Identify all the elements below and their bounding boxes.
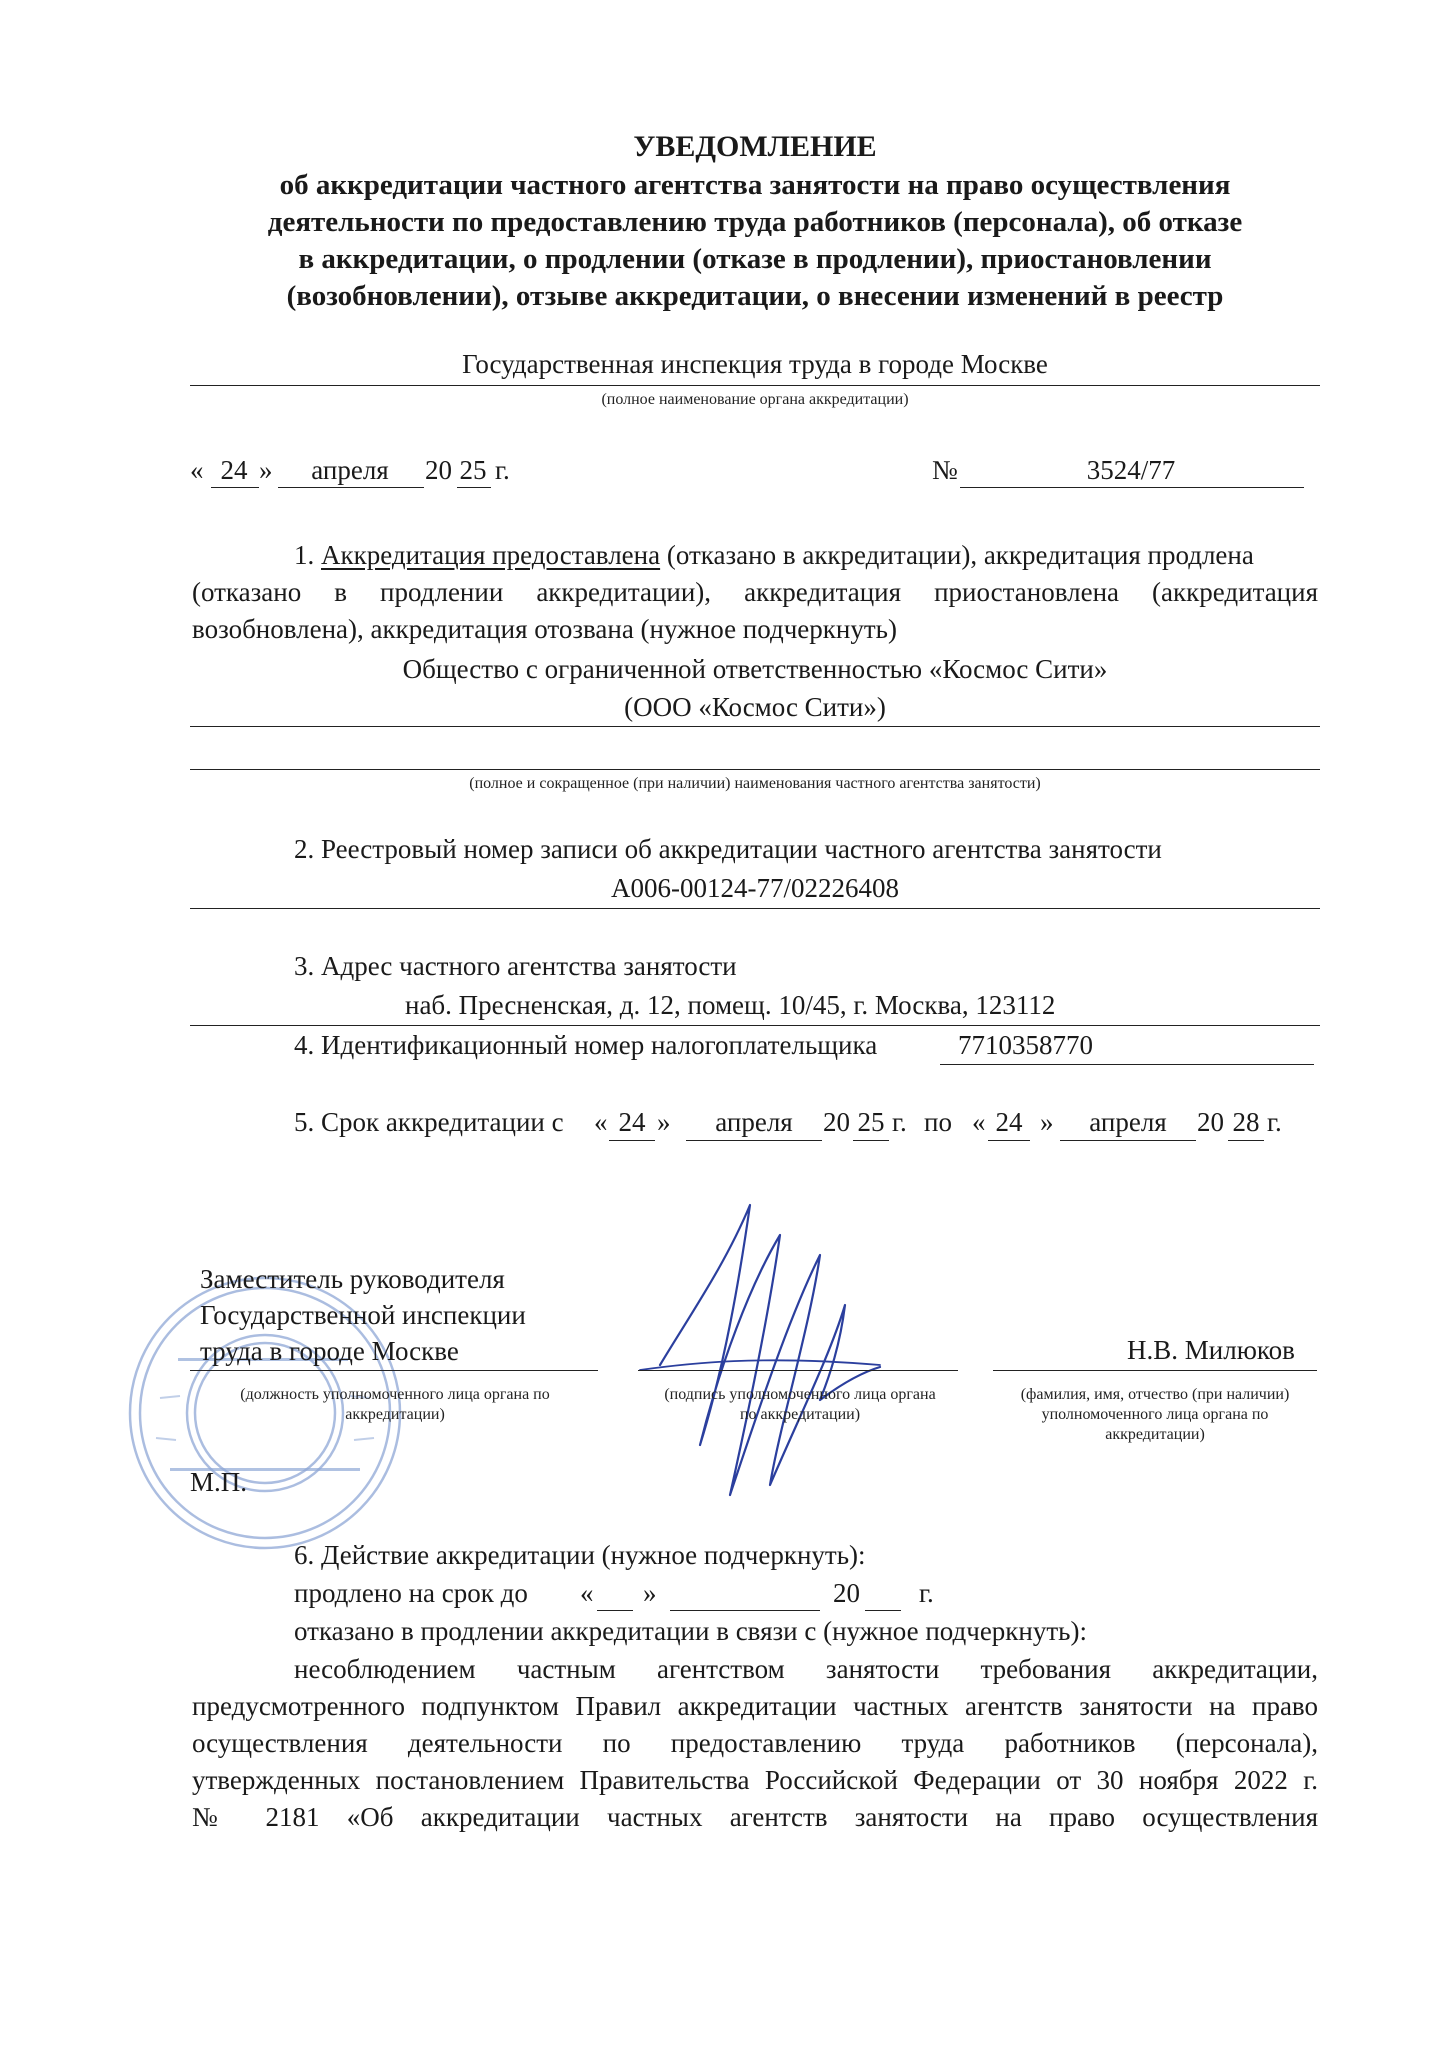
term-to-year: 28 xyxy=(1232,1107,1260,1137)
section5-close-quote-2: » xyxy=(1040,1107,1054,1137)
term-to-day: 24 xyxy=(995,1107,1023,1137)
section6-close-quote: » xyxy=(643,1578,657,1608)
registry-number: А006-00124-77/02226408 xyxy=(611,873,899,903)
section1-line2: (отказано в продлении аккредитации), аккредитация приостановлена (аккредитация xyxy=(192,577,1318,607)
section4-label: 4. Идентификационный номер налогоплательщика xyxy=(294,1030,878,1060)
date-month-rule xyxy=(278,487,424,488)
org-short-name: (ООО «Космос Сити») xyxy=(624,692,886,722)
term-from-year-unit: г. xyxy=(892,1107,907,1137)
document-number: 3524/77 xyxy=(1086,455,1176,485)
document-subtitle-line: об аккредитации частного агентства занятости на право осуществления xyxy=(279,169,1231,201)
section5-label: 5. Срок аккредитации с xyxy=(294,1107,564,1137)
document-subtitle-line: (возобновлении), отзыве аккредитации, о внесении изменений в реестр xyxy=(286,280,1224,312)
term-from-year-rule xyxy=(853,1140,889,1141)
position-caption: (должность уполномоченного лица органа по аккредитации) xyxy=(240,1386,550,1423)
section3-label: 3. Адрес частного агентства занятости xyxy=(294,951,737,981)
term-from-year: 25 xyxy=(857,1107,885,1137)
tax-number-rule xyxy=(940,1064,1314,1065)
name-rule xyxy=(993,1370,1317,1371)
section6-para-line: № 2181 «Об аккредитации частных агентств занятости на право осуществления xyxy=(192,1802,1318,1832)
extended-until-label: продлено на срок до xyxy=(294,1578,528,1608)
term-to-month: апреля xyxy=(1089,1107,1167,1137)
section5-open-quote-2: « xyxy=(972,1107,986,1137)
section1-underlined: Аккредитация предоставлена xyxy=(321,540,661,570)
signer-position-line: Государственной инспекции xyxy=(200,1300,526,1330)
date-close-quote: » xyxy=(259,455,273,485)
section6-label: 6. Действие аккредитации (нужное подчеркнуть): xyxy=(294,1540,866,1570)
refused-label: отказано в продлении аккредитации в связи с (нужное подчеркнуть): xyxy=(294,1616,1087,1646)
term-to-year-prefix: 20 xyxy=(1197,1107,1224,1137)
date-year: 25 xyxy=(459,455,487,485)
section5-open-quote: « xyxy=(594,1107,608,1137)
signature-caption: (подпись уполномоченного лица органа по аккредитации) xyxy=(664,1386,936,1423)
name-caption: (фамилия, имя, отчество (при наличии) уполномоченного лица органа по аккредитации) xyxy=(1020,1386,1290,1443)
section6-para-line: осуществления деятельности по предоставлению труда работников (персонала), xyxy=(192,1728,1318,1758)
date-open-quote: « xyxy=(190,455,204,485)
term-from-month-rule xyxy=(686,1140,822,1141)
extended-month-rule xyxy=(670,1610,820,1611)
position-rule xyxy=(190,1370,598,1371)
org-rule-2 xyxy=(190,769,1320,770)
term-to-month-rule xyxy=(1060,1140,1196,1141)
date-year-rule xyxy=(457,487,491,488)
term-to-label: по xyxy=(924,1107,952,1137)
signature-rule xyxy=(638,1370,958,1371)
org-full-name: Общество с ограниченной ответственностью «Космос Сити» xyxy=(402,654,1108,684)
section6-open-quote: « xyxy=(580,1578,594,1608)
org-rule-1 xyxy=(190,726,1320,727)
date-year-unit: г. xyxy=(495,455,510,485)
authority-rule xyxy=(190,385,1320,386)
term-from-year-prefix: 20 xyxy=(823,1107,850,1137)
term-from-month: апреля xyxy=(715,1107,793,1137)
document-title: УВЕДОМЛЕНИЕ xyxy=(633,130,877,163)
number-label: № xyxy=(932,455,958,485)
number-rule xyxy=(960,487,1304,488)
date-year-prefix: 20 xyxy=(425,455,452,485)
date-day-rule xyxy=(211,487,259,488)
date-day: 24 xyxy=(220,455,248,485)
authority-name: Государственная инспекция труда в городе Москве xyxy=(462,349,1048,379)
registry-rule xyxy=(190,908,1320,909)
tax-number: 7710358770 xyxy=(958,1030,1093,1060)
section1-line1 xyxy=(294,538,1254,572)
section1-number: 1. xyxy=(294,540,315,570)
term-from-day-rule xyxy=(609,1140,655,1141)
document-subtitle-line: деятельности по предоставлению труда работников (персонала), об отказе xyxy=(267,206,1243,238)
stamp-place-mark: М.П. xyxy=(190,1467,248,1497)
term-to-year-rule xyxy=(1228,1140,1264,1141)
section6-para-line: предусмотренного подпунктом Правил аккредитации частных агентств занятости на право xyxy=(192,1691,1318,1721)
term-to-day-rule xyxy=(988,1140,1030,1141)
address-rule xyxy=(190,1025,1320,1026)
extended-year-rule xyxy=(865,1610,901,1611)
date-month: апреля xyxy=(311,455,389,485)
section1-line3: возобновлена), аккредитация отозвана (нужное подчеркнуть) xyxy=(192,614,897,644)
signer-name: Н.В. Милюков xyxy=(1127,1335,1295,1365)
section6-para-line: несоблюдением частным агентством занятости требования аккредитации, xyxy=(294,1654,1318,1684)
signer-position-line: труда в городе Москве xyxy=(200,1336,459,1366)
section2-label: 2. Реестровый номер записи об аккредитации частного агентства занятости xyxy=(294,834,1162,864)
authority-caption: (полное наименование органа аккредитации) xyxy=(601,391,909,408)
extended-day-rule xyxy=(597,1610,633,1611)
document-subtitle-line: в аккредитации, о продлении (отказе в продлении), приостановлении xyxy=(298,243,1212,275)
extended-year-unit: г. xyxy=(919,1578,934,1608)
term-from-day: 24 xyxy=(618,1107,646,1137)
signer-position-line: Заместитель руководителя xyxy=(200,1264,505,1294)
section6-para-line: утвержденных постановлением Правительства Российской Федерации от 30 ноября 2022 г. xyxy=(192,1765,1318,1795)
handwritten-signature xyxy=(630,1195,890,1515)
agency-address: наб. Пресненская, д. 12, помещ. 10/45, г. Москва, 123112 xyxy=(405,990,1056,1020)
term-to-year-unit: г. xyxy=(1267,1107,1282,1137)
org-caption: (полное и сокращенное (при наличии) наименования частного агентства занятости) xyxy=(469,775,1041,792)
section1-line1-rest: (отказано в аккредитации), аккредитация продлена xyxy=(666,540,1254,570)
extended-year-prefix: 20 xyxy=(833,1578,860,1608)
section5-close-quote: » xyxy=(657,1107,671,1137)
